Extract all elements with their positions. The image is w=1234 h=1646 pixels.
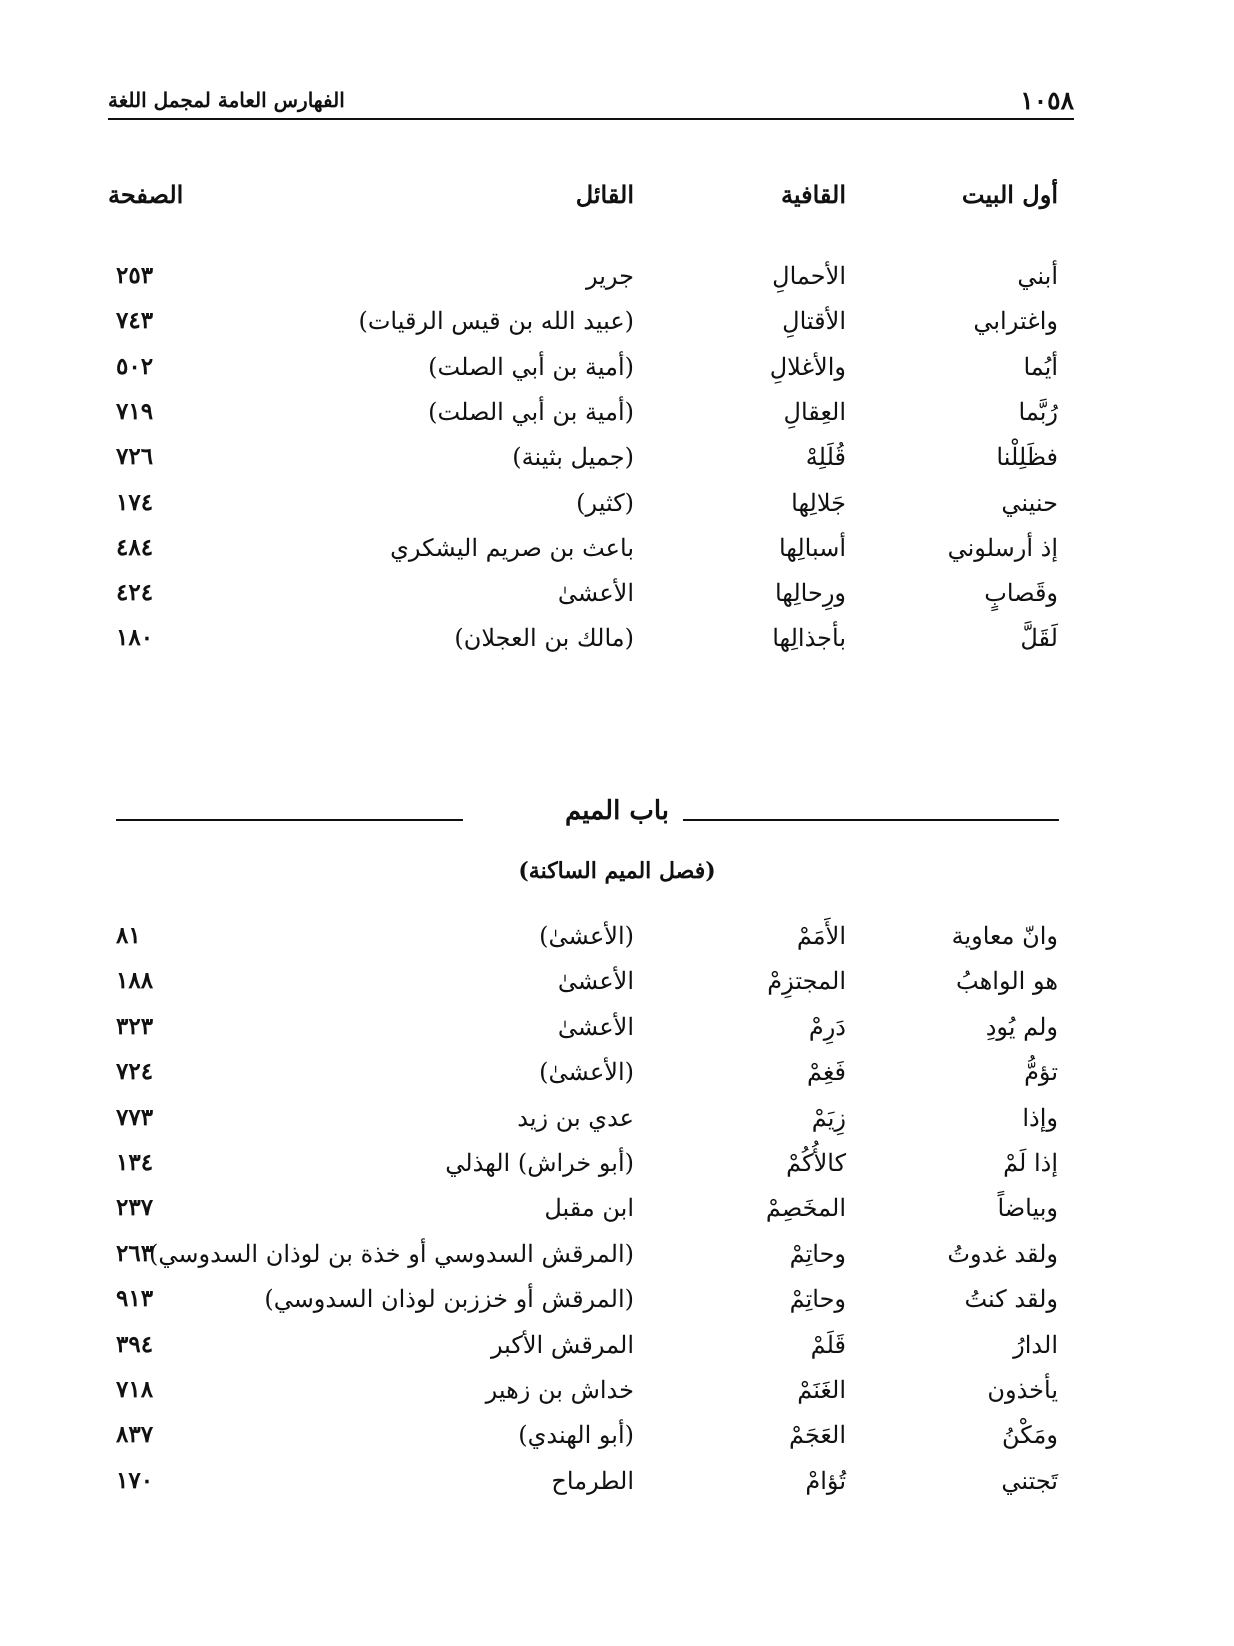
page-cell: ٧١٨: [116, 1376, 154, 1403]
page-cell: ٢٦٣: [116, 1239, 154, 1267]
page-cell: ٢٣٧: [116, 1194, 154, 1222]
page-cell: ٣٢٣: [116, 1012, 154, 1040]
rhyme-cell: قَلَمْ: [810, 1330, 846, 1359]
table-row: [0, 1145, 1234, 1189]
table-row: [0, 1009, 1234, 1053]
header-rule: [108, 118, 1074, 120]
page-cell: ٨٣٧: [116, 1421, 154, 1449]
poet-cell: (الأعشىٰ): [539, 922, 634, 950]
poet-cell: المرقش الأكبر: [490, 1330, 634, 1359]
page-cell: ١٨٨: [116, 967, 154, 995]
page-cell: ٨١: [116, 922, 141, 949]
poet-cell: ابن مقبل: [544, 1194, 634, 1223]
running-title: الفهارس العامة لمجمل اللغة: [108, 88, 345, 112]
poet-cell: (أبو الهندي): [518, 1421, 634, 1450]
page-cell: ١٨٠: [116, 624, 154, 652]
poet-cell: خداش بن زهير: [485, 1376, 634, 1404]
rhyme-cell: زِيَمْ: [811, 1103, 846, 1132]
rhyme-cell: كالأُكُمْ: [786, 1149, 846, 1177]
poet-cell: (أبو خراش) الهذلي: [445, 1149, 634, 1177]
page-cell: ١٣٤: [116, 1149, 154, 1176]
running-head: [108, 86, 1074, 118]
table-row: [0, 1463, 1234, 1507]
rhyme-cell: بأجذالِها: [772, 624, 846, 653]
rhyme-cell: المجتزِمْ: [767, 967, 846, 996]
first-word-cell: وبياضاً: [997, 1194, 1058, 1223]
poet-cell: الأعشىٰ: [557, 967, 634, 996]
first-word-cell: واغترابي: [973, 307, 1058, 336]
table-row: [0, 575, 1234, 619]
page-cell: ٤٢٤: [116, 579, 154, 607]
rhyme-cell: دَرِمْ: [808, 1012, 846, 1041]
page-cell: ١٧٤: [116, 488, 154, 516]
column-header-rhyme: القافية: [780, 180, 846, 209]
first-word-cell: الدارُ: [1013, 1330, 1058, 1359]
poet-cell: (أمية بن أبي الصلت): [428, 397, 634, 426]
page-cell: ٣٩٤: [116, 1330, 154, 1358]
first-word-cell: رُبَّما: [1018, 397, 1058, 426]
poet-cell: (المرقش أو خززبن لوذان السدوسي): [264, 1285, 634, 1314]
table-row: [0, 918, 1234, 962]
column-header-page: الصفحة: [108, 180, 184, 209]
rhyme-cell: تُؤامْ: [805, 1466, 846, 1495]
first-word-cell: ومَكْنُ: [1002, 1421, 1058, 1450]
table-row: [0, 485, 1234, 529]
page-cell: ٩١٣: [116, 1285, 154, 1313]
first-word-cell: إذ أرسلوني: [947, 533, 1058, 562]
page-cell: ٧٢٤: [116, 1058, 154, 1086]
page-cell: ٧٤٣: [116, 307, 154, 335]
table-row: [0, 530, 1234, 574]
table-row: [0, 1281, 1234, 1325]
page-number: ١٠٥٨: [1020, 86, 1074, 115]
first-word-cell: لَقَلَّ: [1020, 624, 1058, 653]
table-row: [0, 1372, 1234, 1416]
rhyme-cell: الأَمَمْ: [796, 922, 846, 950]
page-cell: ٥٠٢: [116, 352, 154, 380]
poet-cell: عدي بن زيد: [517, 1103, 634, 1132]
first-word-cell: إذا لَمْ: [1003, 1149, 1058, 1177]
first-word-cell: أبني: [1017, 262, 1058, 290]
poet-cell: الأعشىٰ: [557, 579, 634, 608]
section-title: باب الميم: [564, 796, 669, 826]
poet-cell: (المرقش السدوسي أو خذة بن لوذان السدوسي): [149, 1239, 634, 1268]
rhyme-cell: أسبالِها: [778, 533, 846, 562]
table-row: [0, 258, 1234, 302]
rhyme-cell: العَجَمْ: [788, 1421, 846, 1450]
table-row: [0, 1236, 1234, 1280]
first-word-cell: تؤمُّ: [1024, 1058, 1058, 1087]
rhyme-cell: والأغلالِ: [769, 352, 846, 381]
poet-cell: الأعشىٰ: [557, 1012, 634, 1041]
first-word-cell: ولم يُودِ: [985, 1012, 1058, 1041]
page-cell: ٢٥٣: [116, 262, 154, 289]
page-cell: ٧٢٦: [116, 443, 154, 471]
section-rule-left: [116, 819, 463, 821]
rhyme-cell: الأحمالِ: [772, 262, 846, 290]
table-row: [0, 1417, 1234, 1461]
table-row: [0, 620, 1234, 664]
table-row: [0, 349, 1234, 393]
table-row: [0, 439, 1234, 483]
poet-cell: جرير: [586, 262, 634, 290]
first-word-cell: وقَصابٍ: [984, 579, 1058, 608]
poet-cell: (كثير): [576, 488, 634, 517]
rhyme-cell: الأقتالِ: [782, 307, 846, 336]
subsection-title: (فصل الميم الساكنة): [518, 858, 716, 884]
rhyme-cell: المخَصِمْ: [765, 1194, 846, 1223]
poet-cell: (عبيد الله بن قيس الرقيات): [358, 307, 634, 336]
first-word-cell: هو الواهبُ: [956, 967, 1058, 996]
page-cell: ٤٨٤: [116, 533, 154, 561]
rhyme-cell: قُلَلِهْ: [805, 443, 846, 472]
poet-cell: (مالك بن العجلان): [454, 624, 634, 653]
poet-cell: باعث بن صريم اليشكري: [390, 533, 634, 562]
column-header-poet: القائل: [575, 180, 634, 209]
rhyme-cell: وحاتِمْ: [789, 1285, 846, 1314]
rhyme-cell: فَغِمْ: [806, 1058, 846, 1087]
first-word-cell: وانّ معاوية: [951, 922, 1058, 950]
rhyme-cell: الغَنَمْ: [797, 1376, 846, 1404]
first-word-cell: ولقد كنتُ: [964, 1285, 1058, 1314]
first-word-cell: وإذا: [1022, 1103, 1058, 1132]
poet-cell: (جميل بثينة): [512, 443, 634, 472]
first-word-cell: فظَلِلْنا: [996, 443, 1058, 472]
rhyme-cell: جَلالِها: [791, 488, 846, 517]
rhyme-cell: ورِحالِها: [774, 579, 846, 608]
table-row: [0, 303, 1234, 347]
first-word-cell: تَجتني: [1001, 1466, 1058, 1495]
table-row: [0, 1327, 1234, 1371]
page-cell: ١٧٠: [116, 1466, 154, 1494]
first-word-cell: يأخذون: [987, 1376, 1058, 1404]
first-word-cell: أيُما: [1023, 352, 1058, 381]
table-row: [0, 394, 1234, 438]
rhyme-cell: العِقالِ: [783, 397, 846, 426]
table-row: [0, 963, 1234, 1007]
rhyme-cell: وحاتِمْ: [789, 1239, 846, 1268]
table-row: [0, 1100, 1234, 1144]
first-word-cell: حنيني: [1001, 488, 1058, 517]
page-cell: ٧٧٣: [116, 1103, 154, 1131]
first-word-cell: ولقد غدوتُ: [947, 1239, 1058, 1268]
column-header-first-word: أول البيت: [961, 180, 1058, 209]
table-row: [0, 1054, 1234, 1098]
poet-cell: (الأعشىٰ): [539, 1058, 634, 1087]
poet-cell: (أمية بن أبي الصلت): [428, 352, 634, 381]
table-row: [0, 1190, 1234, 1234]
page-cell: ٧١٩: [116, 397, 154, 425]
poet-cell: الطرماح: [551, 1466, 634, 1495]
